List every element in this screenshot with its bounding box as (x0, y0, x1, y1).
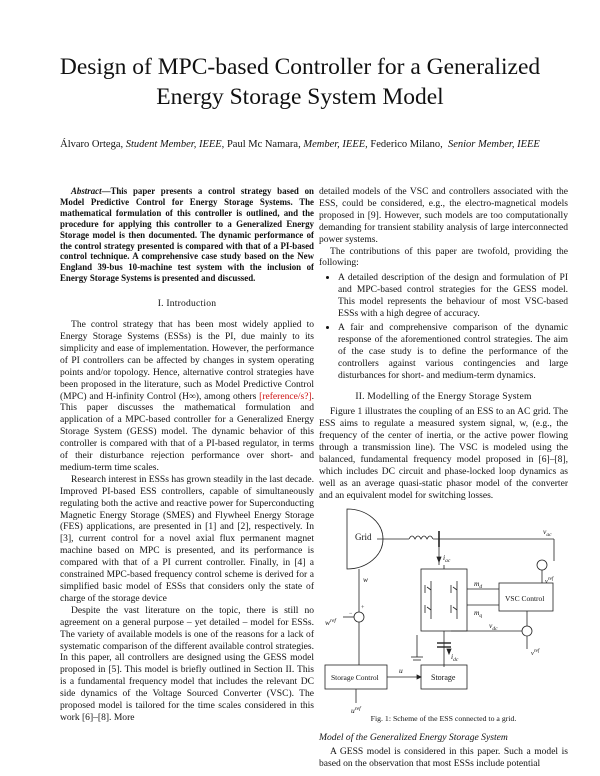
body-paragraph: Figure 1 illustrates the coupling of an ESS to an AC grid. The ESS aims to regulate a measured system signal, w, (e.g., the frequency of the center of inertia, or the active power flowing through a transmission line). The VSC is modeled using the balanced, fundamental frequency model proposed in [6]–[8], which includes DC circuit and phase-locked loop dynamics as well as an average quasi-static phasor model of the converter and an equivalent model for switching losses. (319, 406, 568, 501)
vac-ref-label: $v^{ref}$ (545, 576, 554, 585)
vdc-summing-junction (522, 626, 532, 636)
abstract-text: —This paper presents a control strategy based on Model Predictive Control for Energy Storage Systems. The mathematical formulation of this controller is outlined, and the procedure for applying this controller to a Generalized Energy Storage model is then documented. The dynamic performance of the control strategy presented is compared with that of a PI-based control technique. A comprehensive case study based on the New England 39-bus 10-machine test system with the inclusion of Energy Storage Systems is presented and discussed. (60, 186, 314, 284)
svg-text:−: − (349, 610, 353, 617)
left-column (60, 186, 314, 724)
body-paragraph: The contributions of this paper are twofold, providing the following: (319, 245, 568, 269)
w-label: w (363, 574, 369, 584)
author-name: Federico Milano, (370, 139, 443, 150)
svg-text:+: + (361, 604, 365, 611)
list-item: • A fair and comprehensive comparison of the dynamic response of the aforementioned control strategies. The aim of the case study is to define the performance of the controllers against various contingencies and large disturbances for short- and medium-term dynamics. (338, 322, 568, 382)
mq-label: $m_q$ (474, 607, 483, 619)
body-paragraph: A GESS model is considered in this paper. Such a model is based on the observation that most ESSs include potential (319, 746, 568, 770)
intro-paragraph: The control strategy that has been most widely applied to Energy Storage Systems (ESSs) is the PI, due mainly to its simplicity and ease of implementation. However, the performance of PI controllers can be affected by changes in system operating points and/or topology. Hence, alternative control strategies have been proposed in the literature, such as Model Predictive Control (MPC) and H-infinity Control (H∞), among others [reference/s?]. This paper discusses the mathematical formulation and application of a MPC-based controller for a Generalized Energy Storage System (GESS) model. The dynamic behavior of this controller is compared with that of a PI-based regulator, in terms of their disturbance rejection performance over short- and medium-term time scales. (60, 319, 315, 473)
author-role: Senior Member, IEEE (447, 139, 540, 150)
intro-paragraph: Despite the vast literature on the topic, there is still no agreement on a general purpose – yet detailed – model for ESSs. The variety of available models is one of the reasons for a lack of systematic comparison of the different available control strategies. In this paper, all controllers are designed using the GESS model proposed in [5]. This model is briefly outlined in Section II. This is a fundamental frequency model that includes the relevant DC side dynamics of the Voltage Sourced Converter (VSC). The proposed model is tailored for the time scales considered in this work [6]–[8]. More (60, 604, 314, 723)
w-summing-junction (354, 612, 364, 622)
title-line-1: Design of MPC-based Controller for a Generalized (59, 54, 541, 80)
list-item: • A detailed description of the design and formulation of PI and MPC-based control strategies for the GESS model. This model represents the behaviour of most VSC-based ESSs with a high degree of accuracy. (338, 272, 568, 320)
wref-label: $w^{ref}$ (325, 617, 336, 627)
vac-summing-junction (537, 560, 547, 570)
vsc-control-label: VSC Control (505, 593, 545, 603)
author-role: Student Member, IEEE, (125, 139, 225, 150)
body-paragraph: detailed models of the VSC and controllers associated with the ESS, could be considered, e.g., the electro-magnetical models proposed in [9]. However, such models are too computationally demanding for transient stability analysis of large interconnected power systems. (319, 186, 568, 245)
vdc-label: $v_{dc}$ (489, 620, 498, 632)
vdc-ref-label: $v^{ref}$ (531, 648, 540, 657)
iac-label: $i_{ac}$ (443, 552, 451, 564)
md-label: $m_d$ (474, 578, 483, 590)
subsection-heading: Model of the Generalized Energy Storage System (319, 731, 508, 743)
author-list (30, 139, 570, 150)
figure-1 (319, 507, 568, 719)
abstract-label: Abstract (71, 186, 102, 196)
ess-scheme-diagram (319, 507, 568, 719)
iac-arrow (437, 557, 441, 562)
abstract (60, 186, 314, 284)
title-line-2: Energy Storage System Model (156, 84, 444, 110)
author-name: Álvaro Ortega, (60, 139, 124, 150)
inductor (409, 536, 433, 539)
contribution-list (319, 272, 568, 381)
figure-caption: Fig. 1: Scheme of the ESS connected to a grid. (370, 713, 517, 723)
intro-paragraph: Research interest in ESSs has grown steadily in the last decade. Improved PI-based ESS controllers, capable of simultaneously regulating both the active and reactive power for Superconducting Magnetic Energy Storage (SMES) and Flywheel Energy Storage (FES) applications, are presented in [1] and [2], respectively. In [3], current control for a novel axial flux permanent magnet machine based on MPC is presented, and its performance is compared with that of a PI current controller. Finally, in [4] a constrained MPC-based frequency control scheme is derived for a simplified basic model of ESSs that considers only the state of charge of the storage device (60, 473, 314, 604)
storage-control-label: Storage Control (331, 672, 379, 682)
section-heading-introduction: I. Introduction (157, 298, 217, 310)
author-name: Paul Mc Namara, (226, 139, 301, 150)
section-heading-modelling: II. Modelling of the Energy Storage System (355, 390, 532, 402)
u-label: u (399, 665, 403, 675)
right-column (319, 186, 568, 770)
grid-label: Grid (355, 531, 372, 542)
idc-label: $i_{dc}$ (451, 651, 459, 663)
citation-placeholder-link[interactable]: [reference/s?] (259, 390, 312, 402)
uref-label: $u^{ref}$ (351, 705, 361, 715)
storage-label: Storage (431, 672, 456, 682)
vsc-converter (421, 569, 467, 631)
author-role: Member, IEEE, (303, 139, 368, 150)
paper-title (40, 52, 560, 112)
vac-label: $v_{ac}$ (543, 526, 552, 538)
